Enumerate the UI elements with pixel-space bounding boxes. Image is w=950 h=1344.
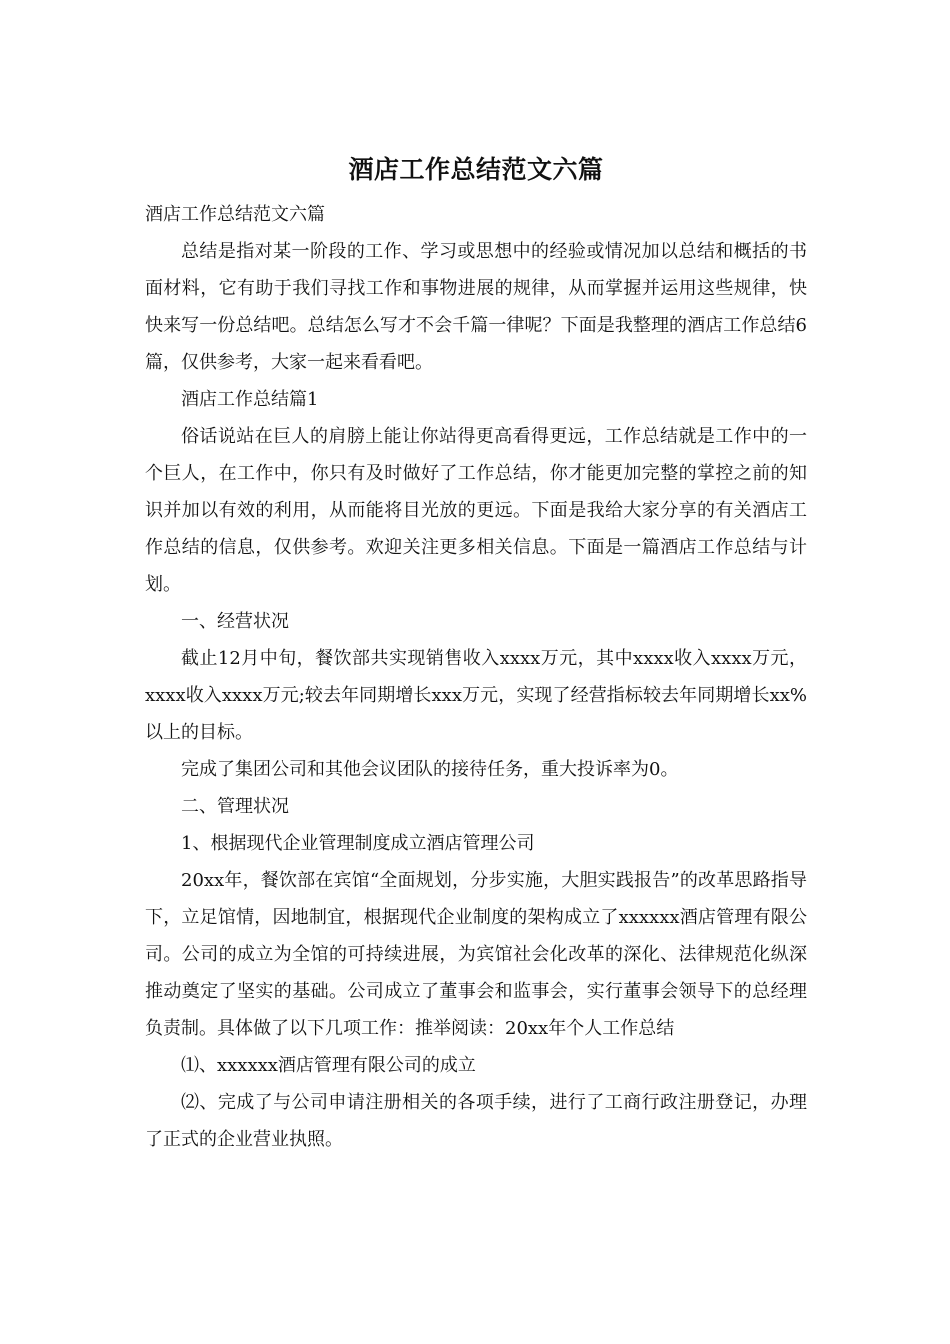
subsection-heading: 1、根据现代企业管理制度成立酒店管理公司 [181,833,535,854]
subtitle-paragraph: 酒店工作总结范文六篇 [145,204,325,225]
body-paragraph: 俗话说站在巨人的肩膀上能让你站得更高看得更远，工作总结就是工作中的一个巨人，在工作中，你只有及时做好了工作总结，你才能更加完整的掌控之前的知识并加以有效的利用，从而能将目光放的更远。下面是我给大家分享的有关酒店工作总结的信息，仅供参考。欢迎关注更多相关信息。下面是一篇酒店工作总结与计划。 [145,426,807,595]
list-item: ⑵、完成了与公司申请注册相关的各项手续，进行了工商行政注册登记，办理了正式的企业营业执照。 [145,1092,807,1150]
body-paragraph: 截止12月中旬，餐饮部共实现销售收入xxxx万元，其中xxxx收入xxxx万元，xxxx收入xxxx万元;较去年同期增长xxx万元，实现了经营指标较去年同期增长xx%以上的目标。 [145,648,807,743]
document-title: 酒店工作总结范文六篇 [348,155,604,184]
list-item: ⑴、xxxxxx酒店管理有限公司的成立 [181,1055,476,1076]
section-heading-part1: 酒店工作总结篇1 [181,389,319,410]
intro-paragraph: 总结是指对某一阶段的工作、学习或思想中的经验或情况加以总结和概括的书面材料，它有助于我们寻找工作和事物进展的规律，从而掌握并运用这些规律，快快来写一份总结吧。总结怎么写才不会千篇一律呢？下面是我整理的酒店工作总结6篇，仅供参考，大家一起来看看吧。 [145,241,807,373]
section-heading-operations: 一、经营状况 [181,611,289,632]
document-body [145,196,807,1158]
body-paragraph: 完成了集团公司和其他会议团队的接待任务，重大投诉率为0。 [181,759,679,780]
body-paragraph: 20xx年，餐饮部在宾馆“全面规划，分步实施，大胆实践报告”的改革思路指导下，立足馆情，因地制宜，根据现代企业制度的架构成立了xxxxxx酒店管理有限公司。公司的成立为全馆的可持续进展，为宾馆社会化改革的深化、法律规范化纵深推动奠定了坚实的基础。公司成立了董事会和监事会，实行董事会领导下的总经理负责制。具体做了以下几项工作：推举阅读：20xx年个人工作总结 [145,870,807,1039]
section-heading-management: 二、管理状况 [181,796,289,817]
